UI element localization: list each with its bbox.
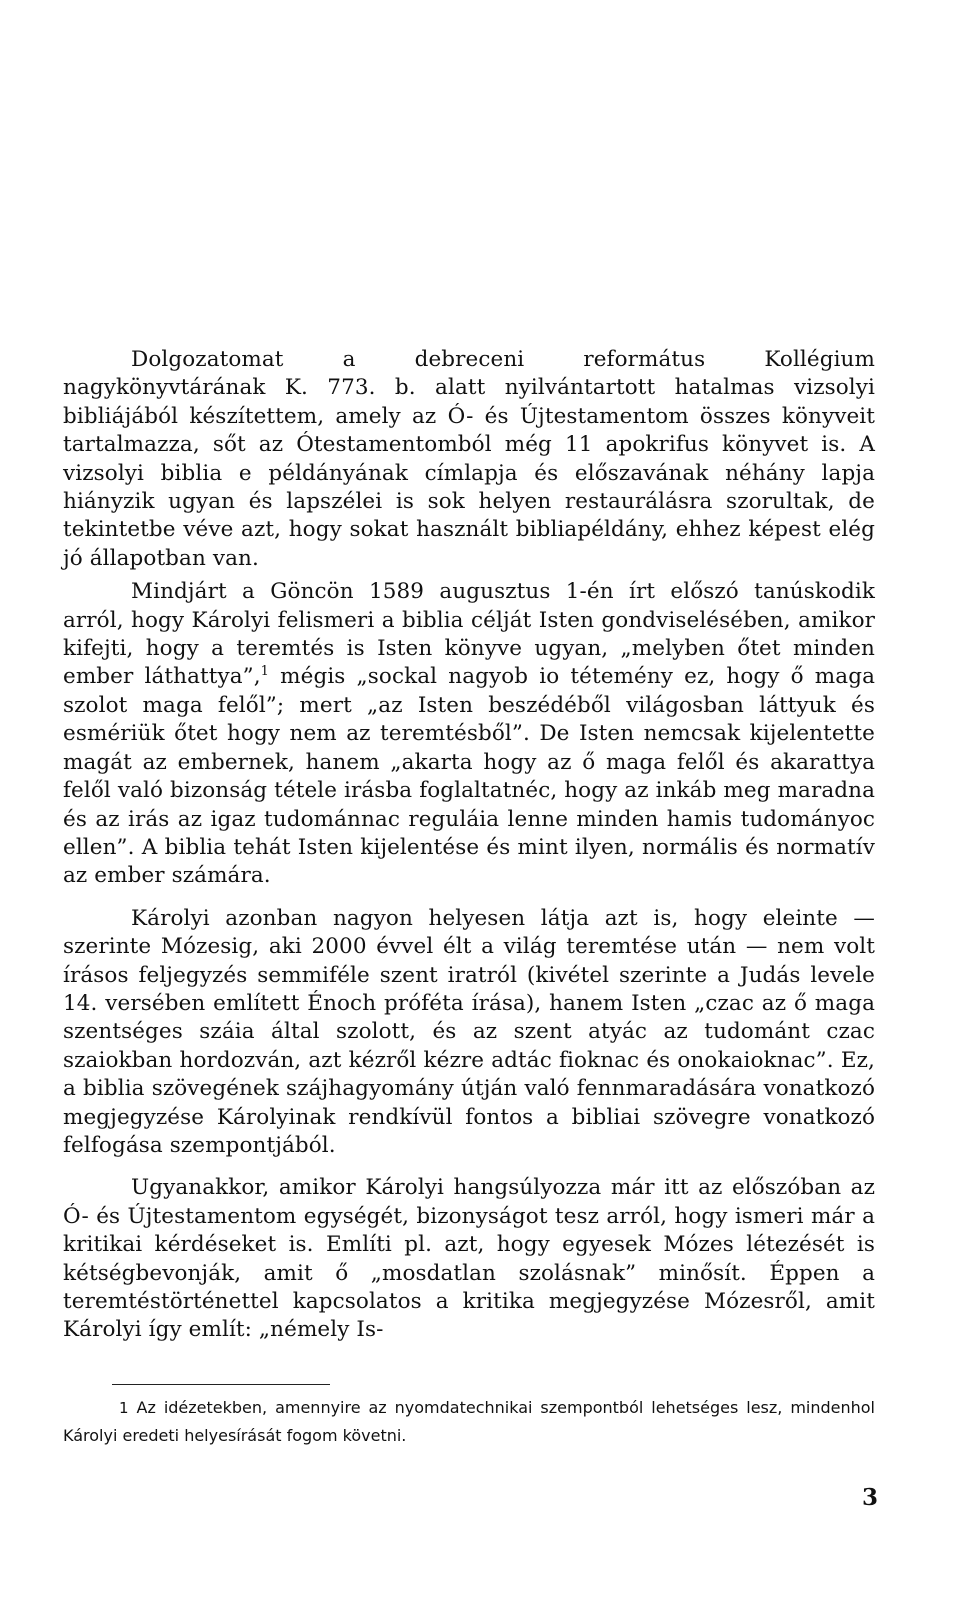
page-number: 3 [862, 1484, 879, 1511]
footnote-divider [112, 1384, 330, 1385]
main-text [63, 346, 875, 1345]
paragraph-2-part-b: mégis „sockal nagyob io tétemény ez, hogy ő maga szolot maga felől”; mert „az Isten beszédéből világosban láttyuk és esmériük őtet hogy nem az teremtésből”. De Isten nemcsak kijelentette magát az embernek, hanem „akarta hogy az ő maga felől és akarattya felől való bizonság tétele irásba foglaltatnéc, hogy az inkáb meg maradna és az irás az igaz tudománnac reguláia lenne minden hamis tudományoc ellen”. A biblia tehát Isten kijelentése és mint ilyen, normális és normatív az ember számára. [63, 664, 875, 889]
paragraph-1: Dolgozatomat a debreceni református Kollégium nagykönyvtárának K. 773. b. alatt nyilvántartott hatalmas vizsolyi bibliájából készítettem, amely az Ó- és Újtestamentom összes könyveit tartalmazza, sőt az Ótestamentomból még 11 apokrifus könyvet is. A vizsolyi biblia e példányának címlapja és előszavának néhány lapja hiányzik ugyan és lapszélei is sok helyen restaurálásra szorultak, de tekintetbe véve azt, hogy sokat használt bibliapéldány, ehhez képest elég jó állapotban van. [63, 347, 875, 571]
paragraph-2-part-a: Mindjárt a Göncön 1589 augusztus 1-én írt előszó tanúskodik arról, hogy Károlyi felismeri a biblia célját Isten gondviselésében, amikor kifejti, hogy a teremtés is Isten könyve ugyan, „melyben őtet minden ember láthattya”, [63, 579, 875, 690]
paragraph-2 [63, 578, 875, 890]
footnote-text: Az idézetekben, amennyire az nyomdatechnikai szempontból lehetséges lesz, mindenhol Károlyi eredeti helyesírását fogom követni. [63, 1398, 875, 1445]
paragraph-3: Károlyi azonban nagyon helyesen látja azt is, hogy eleinte — szerinte Mózesig, aki 2000 évvel élt a világ teremtése után — nem volt írásos feljegyzés semmiféle szent iratról (kivétel szerinte a Judás levele 14. versében említett Énoch próféta írása), hanem Isten „czac az ő maga szentséges száia által szolott, és az szent atyác az tudománt czac szaiokban hordozván, azt kézről kézre adtác fioknac és onokaioknac”. Ez, a biblia szövegének szájhagyomány útján való fennmaradására vonatkozó megjegyzése Károlyinak rendkívül fontos a bibliai szövegre vonatkozó felfogása szempontjából. [63, 905, 875, 1158]
paragraph-4: Ugyanakkor, amikor Károlyi hangsúlyozza már itt az előszóban az Ó- és Újtestamentom egységét, bizonyságot tesz arról, hogy ismeri már a kritikai kérdéseket is. Említi pl. azt, hogy egyesek Mózes létezését is kétségbevonják, amit ő „mosdatlan szolásnak” minősít. Éppen a teremtéstörténettel kapcsolatos a kritika megjegyzése Mózesről, amit Károlyi így említ: „némely Is- [63, 1175, 875, 1343]
footnote-number: 1 [119, 1399, 129, 1417]
footnote-reference: 1 [260, 664, 270, 680]
footnote [63, 1394, 875, 1449]
